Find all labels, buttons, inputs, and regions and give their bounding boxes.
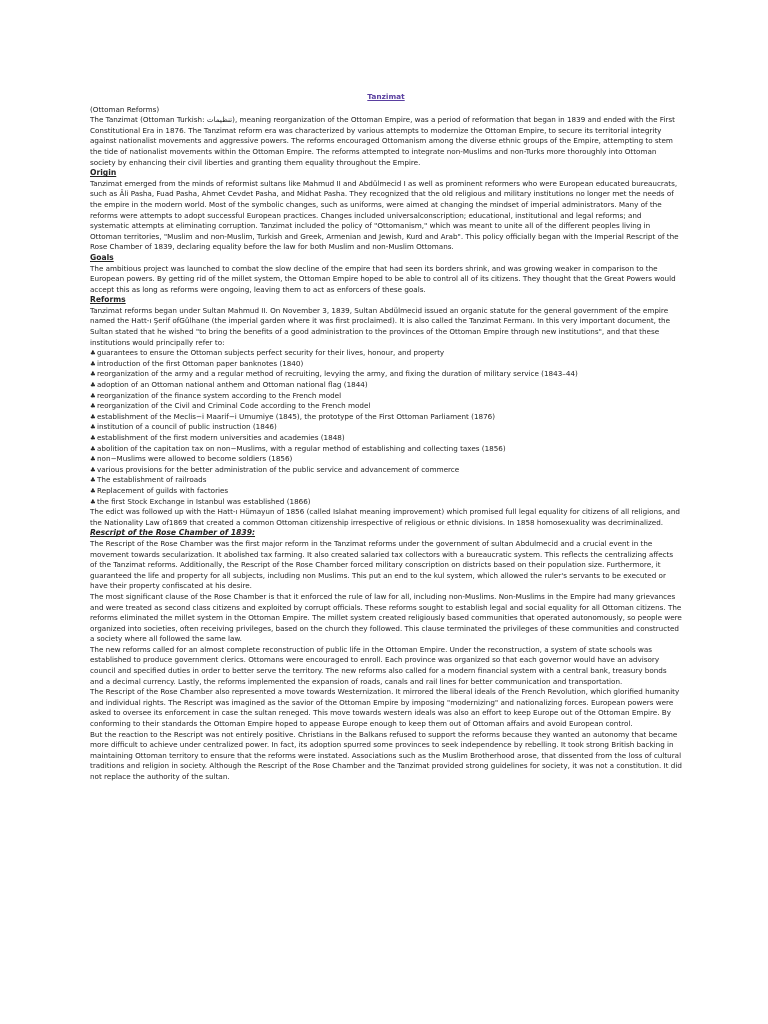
club-bullet-icon: ♣	[90, 444, 96, 453]
list-item: ♣reorganization of the army and a regular method of recruiting, levying the army, and fixing the duration of military service (1843–44)	[90, 369, 578, 379]
club-bullet-icon: ♣	[90, 434, 96, 442]
reforms-followup-paragraph: The edict was followed up with the Hatt-ı Hümayun of 1856 (called Islahat meaning improvement) which promised full legal equality for citizens of all religions, and the Nationality Law of1869 that created a common Ottoman citizenship irrespective of religious or ethnic divisions. In 1858 homosexuality was decriminalized.	[90, 507, 680, 527]
list-item: ♣reorganization of the Civil and Criminal Code according to the French model	[90, 401, 371, 411]
club-bullet-icon: ♣	[90, 381, 96, 390]
goals-heading: Goals	[90, 252, 114, 262]
reforms-heading: Reforms	[90, 295, 126, 305]
list-item: ♣The establishment of railroads	[90, 475, 207, 485]
reforms-list	[90, 348, 682, 507]
list-item: ♣reorganization of the finance system according to the French model	[90, 390, 342, 400]
rescript-paragraph-5: But the reaction to the Rescript was not entirely positive. Christians in the Balkans refused to support the reforms because they wanted an autonomy that became more difficult to achieve under centralized power. In fact, its adoption spurred some provinces to seek independence by rebelling. It took strong British backing in maintaining Ottoman territory to ensure that the reforms were instated. Associations such as the Muslim Brotherhood arose, that dissented from the loss of cultural traditions and religion in society. Although the Rescript of the Rose Chamber and the Tanzimat provided strong guidelines for society, it was not a constitution. It did not replace the authority of the sultan.	[90, 729, 682, 781]
list-item: ♣the first Stock Exchange in Istanbul was established (1866)	[90, 496, 311, 506]
intro-subtitle: (Ottoman Reforms)	[90, 104, 160, 114]
club-bullet-icon: ♣	[90, 359, 96, 368]
origin-paragraph: Tanzimat emerged from the minds of reformist sultans like Mahmud II and Abdülmecid I as well as prominent reformers who were European educated bureaucrats, such as Âli Pasha, Fuad Pasha, Ahmet Cevdet Pasha, and Midhat Pasha. They recognized that the old religious and military institutions no longer met the needs of the empire in the modern world. Most of the symbolic changes, such as uniforms, were aimed at changing the mindset of imperial administrators. Many of the reforms were attempts to adopt successful European practices. Changes included universalconscription; educational, institutional and legal reforms; and systematic attempts at eliminating corruption. Tanzimat included the policy of "Ottomanism," which was meant to unite all of the different peoples living in Ottoman territories, "Muslim and non-Muslim, Turkish and Greek, Armenian and Jewish, Kurd and Arab". This policy officially began with the Imperial Rescript of the Rose Chamber of 1839, declaring equality before the law for both Muslim and non-Muslim Ottomans.	[90, 178, 679, 252]
list-item: ♣various provisions for the better administration of the public service and advancement of commerce	[90, 464, 460, 474]
list-item: ♣adoption of an Ottoman national anthem and Ottoman national flag (1844)	[90, 380, 368, 390]
document-title[interactable]: Tanzimat	[367, 92, 405, 101]
club-bullet-icon: ♣	[90, 370, 96, 379]
rescript-paragraph-3: The new reforms called for an almost complete reconstruction of public life in the Ottoman Empire. Under the reconstruction, a system of state schools was established to produce government clerics. Ottomans were encouraged to enroll. Each province was organized so that each governor would have an advisory council and specified duties in order to better serve the territory. The new reforms also called for a modern financial system with a central bank, treasury bonds and a decimal currency. Lastly, the reforms implemented the expansion of roads, canals and rail lines for better communication and transportation.	[90, 644, 667, 686]
rescript-paragraph-4: The Rescript of the Rose Chamber also represented a move towards Westernization. It mirrored the liberal ideals of the French Revolution, which glorified humanity and individual rights. The Rescript was imagined as the savior of the Ottoman Empire by imposing "modernizing" and nationalizing forces. European powers were asked to oversee its enforcement in case the sultan reneged. This move towards western ideals was also an effort to keep Europe out of the Ottoman Empire. By conforming to their standards the Ottoman Empire hoped to appease Europe enough to keep them out of Ottoman affairs and avoid European control.	[90, 687, 680, 729]
club-bullet-icon: ♣	[90, 412, 96, 421]
list-item: ♣Replacement of guilds with factories	[90, 485, 229, 495]
club-bullet-icon: ♣	[90, 497, 96, 506]
club-bullet-icon: ♣	[90, 402, 96, 411]
list-item: ♣establishment of the first modern universities and academies (1848)	[90, 433, 345, 442]
goals-paragraph: The ambitious project was launched to combat the slow decline of the empire that had seen its borders shrink, and was growing weaker in comparison to the European powers. By getting rid of the millet system, the Ottoman Empire hoped to be able to control all of its citizens. They thought that the Great Powers would accept this as long as reforms were ongoing, leaving them to act as enforcers of these goals.	[90, 263, 676, 294]
list-item: ♣non−Muslims were allowed to become soldiers (1856)	[90, 454, 293, 464]
rescript-paragraph-1: The Rescript of the Rose Chamber was the first major reform in the Tanzimat reforms under the government of sultan Abdulmecid and a crucial event in the movement towards secularization. It abolished tax farming. It also created salaried tax collectors with a bureaucratic system. This reflects the centralizing affects of the Tanzimat reforms. Additionally, the Rescript of the Rose Chamber forced military conscription on districts based on their population size. Furthermore, it guaranteed the life and property for all subjects, including non Muslims. This put an end to the kul system, which allowed the ruler's servants to be executed or have their property confiscated at his desire.	[90, 538, 674, 591]
club-bullet-icon: ♣	[90, 476, 96, 485]
list-item: ♣institution of a council of public instruction (1846)	[90, 422, 277, 432]
rescript-heading: Rescript of the Rose Chamber of 1839:	[90, 528, 256, 538]
list-item: ♣introduction of the first Ottoman paper banknotes (1840)	[90, 358, 304, 368]
club-bullet-icon: ♣	[90, 349, 96, 358]
document-page	[90, 92, 682, 783]
club-bullet-icon: ♣	[90, 391, 96, 400]
list-item: ♣establishment of the Meclis−i Maarif−i Umumiye (1845), the prototype of the First Ottoman Parliament (1876)	[90, 411, 496, 421]
rescript-paragraph-2: The most significant clause of the Rose Chamber is that it enforced the rule of law for all, including non-Muslims. Non-Muslims in the Empire had many grievances and were treated as second class citizens and exploited by corrupt officials. These reforms sought to establish legal and social equality for all Ottoman citizens. The reforms eliminated the millet system in the Ottoman Empire. The millet system created religiously based communities that operated autonomously, so people were organized into societies, often receiving privileges, based on the church they followed. This clause terminated the privileges of these communities and constructed a society where all followed the same law.	[90, 591, 682, 644]
club-bullet-icon: ♣	[90, 423, 96, 432]
club-bullet-icon: ♣	[90, 465, 96, 474]
list-item: ♣guarantees to ensure the Ottoman subjects perfect security for their lives, honour, and property	[90, 348, 445, 358]
list-item: ♣abolition of the capitation tax on non−Muslims, with a regular method of establishing and collecting taxes (1856)	[90, 443, 506, 453]
reforms-paragraph: Tanzimat reforms began under Sultan Mahmud II. On November 3, 1839, Sultan Abdülmecid issued an organic statute for the general government of the empire named the Hatt-ı Şerif ofGülhane (the imperial garden where it was first proclaimed). It is also called the Tanzimat Fermanı. In this very important document, the Sultan stated that he wished "to bring the benefits of a good administration to the provinces of the Ottoman Empire through new institutions", and that these institutions would principally refer to:	[90, 305, 671, 347]
club-bullet-icon: ♣	[90, 486, 96, 495]
club-bullet-icon: ♣	[90, 455, 96, 464]
intro-paragraph: The Tanzimat (Ottoman Turkish: تنظيمات‎), meaning reorganization of the Ottoman Empire, was a period of reformation that began in 1839 and ended with the First Constitutional Era in 1876. The Tanzimat reform era was characterized by various attempts to modernize the Ottoman Empire, to secure its territorial integrity against nationalist movements and aggressive powers. The reforms encouraged Ottomanism among the diverse ethnic groups of the Empire, attempting to stem the tide of nationalist movements within the Ottoman Empire. The reforms attempted to integrate non-Muslims and non-Turks more thoroughly into Ottoman society by enhancing their civil liberties and granting them equality throughout the Empire.	[90, 115, 675, 167]
origin-heading: Origin	[90, 168, 117, 178]
